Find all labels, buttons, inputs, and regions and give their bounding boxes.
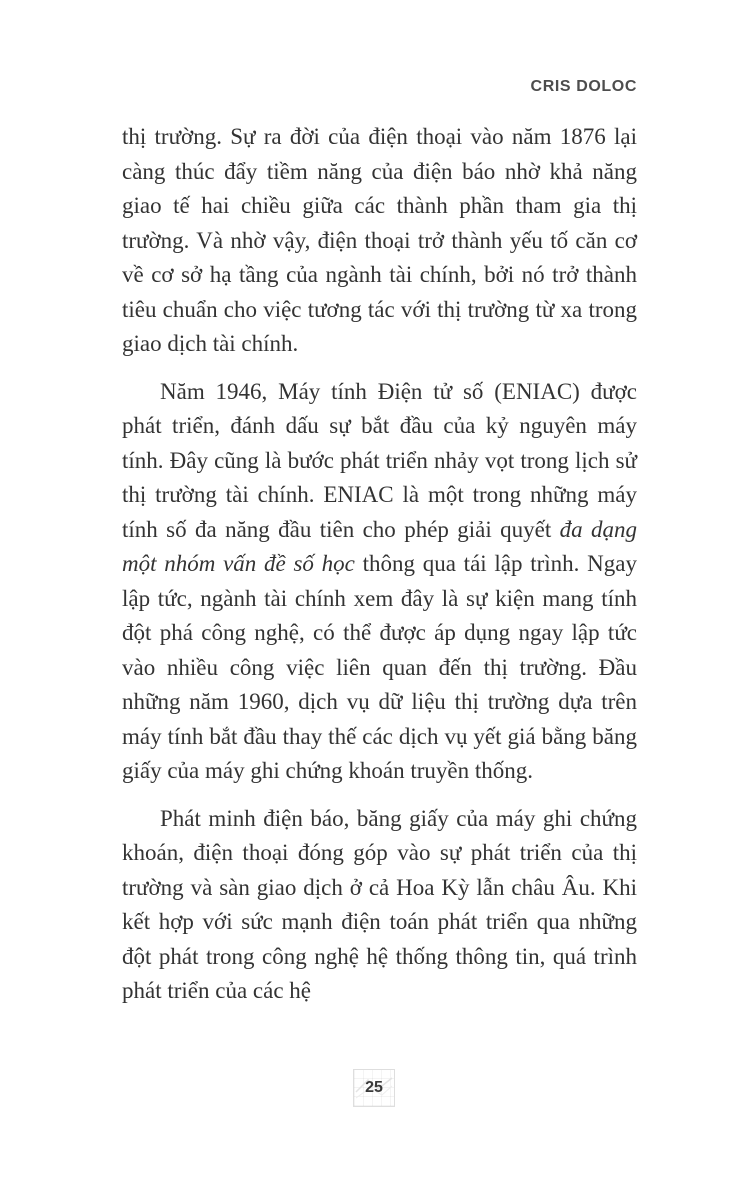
page-body	[122, 120, 637, 1009]
paragraph-1	[122, 120, 637, 362]
paragraph-3-text: Phát minh điện báo, băng giấy của máy ghi chứng khoán, điện thoại đóng góp vào sự phát triển của thị trường và sàn giao dịch ở cả Hoa Kỳ lẫn châu Âu. Khi kết hợp với sức mạnh điện toán phát triển qua những đột phát trong công nghệ hệ thống thông tin, quá trình phát triển của các hệ	[122, 805, 637, 1003]
paragraph-3	[122, 802, 637, 1009]
paragraph-2-text-pre: Năm 1946, Máy tính Điện tử số (ENIAC) được phát triển, đánh dấu sự bắt đầu của kỷ nguyên máy tính. Đây cũng là bước phát triển nhảy vọt trong lịch sử thị trường tài chính. ENIAC là một trong những máy tính số đa năng đầu tiên cho phép giải quyết	[122, 378, 637, 542]
page-number: 25	[365, 1079, 383, 1096]
paragraph-2-text-post: thông qua tái lập trình. Ngay lập tức, ngành tài chính xem đây là sự kiện mang tính đột phá công nghệ, có thể được áp dụng ngay lập tức vào nhiều công việc liên quan đến thị trường. Đầu những năm 1960, dịch vụ dữ liệu thị trường dựa trên máy tính bắt đầu thay thế các dịch vụ yết giá bằng băng giấy của máy ghi chứng khoán truyền thống.	[122, 551, 637, 783]
paragraph-2	[122, 375, 637, 789]
page-footer	[0, 1069, 748, 1107]
paragraph-1-text: thị trường. Sự ra đời của điện thoại vào năm 1876 lại càng thúc đẩy tiềm năng của điện báo nhờ khả năng giao tế hai chiều giữa các thành phần tham gia thị trường. Và nhờ vậy, điện thoại trở thành yếu tố căn cơ về cơ sở hạ tầng của ngành tài chính, bởi nó trở thành tiêu chuẩn cho việc tương tác với thị trường từ xa trong giao dịch tài chính.	[122, 124, 637, 356]
page-number-box	[353, 1069, 395, 1107]
paragraph-2-italic-phrase: đa dạng một nhóm vấn đề số học	[122, 516, 638, 576]
running-header-title: CRIS DOLOC	[530, 78, 637, 95]
running-header	[122, 78, 637, 96]
